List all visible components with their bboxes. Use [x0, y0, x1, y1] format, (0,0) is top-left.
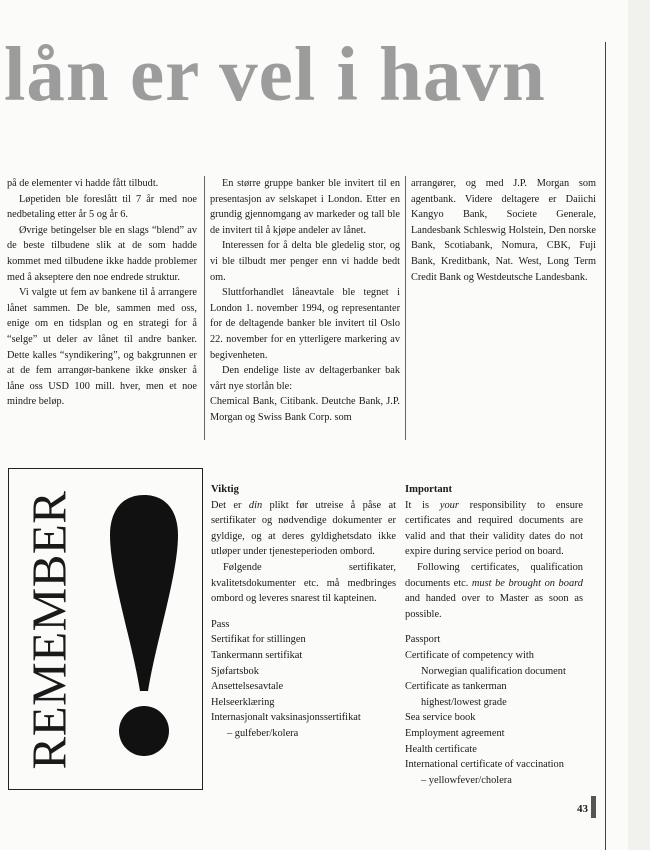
viktig-paragraph: Følgende sertifikater, kvalitetsdokumenter etc. må medbringes ombord og leveres snarest til kapteinen. [211, 561, 396, 605]
important-list [405, 632, 583, 788]
article-column-3 [411, 176, 596, 285]
list-item: Employment agreement [405, 727, 505, 739]
list-item: highest/lowest grade [421, 696, 507, 708]
paragraph: Vi valgte ut fem av bankene til å arrangere lånet sammen. De ble, sammen med oss, enige om en tidsplan og en strategi for å “selge” ut deler av lånet til andre banker. Dette kalles “syndikering”, og bakgrunnen er at de fem arrangør-bankene ikke ønsker å låne oss USD 100 mill. hver, men et noe mindre beløp. [7, 287, 197, 408]
article-column-1 [7, 176, 197, 410]
important-paragraph: Following certificates, qualification documents etc. must be brought on board and handed over to Master as soon as possible. [405, 561, 583, 620]
list-item: Tankermann sertifikat [211, 649, 303, 661]
list-item: Passport [405, 634, 441, 646]
list-item: Health certificate [405, 743, 477, 755]
important-section [405, 482, 583, 788]
column-divider [204, 176, 205, 440]
paragraph: Chemical Bank, Citibank. Deutche Bank, J.P. Morgan og Swiss Bank Corp. som [210, 396, 400, 423]
paragraph: Øvrige betingelser ble en slags “blend” av de beste tilbudene slik at de som hadde kommet med tilbudene ikke hadde problemer med å akseptere den noe endrede struktur. [7, 224, 197, 283]
list-item: Internasjonalt vaksinasjonssertifikat [211, 712, 361, 724]
list-item: International certificate of vaccination [405, 759, 564, 771]
list-item: – gulfeber/kolera [227, 727, 299, 739]
viktig-section [211, 482, 396, 742]
paragraph: Løpetiden ble foreslått til 7 år med noe nedbetaling etter år 5 og år 6. [7, 193, 197, 221]
list-item: Ansettelsesavtale [211, 681, 284, 693]
list-item: – yellowfever/cholera [421, 774, 512, 786]
list-item: Sea service book [405, 712, 476, 724]
viktig-paragraph: Det er din plikt før utreise å påse at sertifikater og nødvendige dokumenter er gyldige, og at deres gyldighetsdato ikke utløper under tjenesteperioden ombord. [211, 499, 396, 558]
important-paragraph: It is your responsibility to ensure certificates and required documents are valid and that their validity dates do not expire during service period on board. [405, 499, 583, 558]
remember-box [8, 468, 203, 790]
page-edge [628, 0, 650, 850]
list-item: Helseerklæring [211, 696, 275, 708]
important-title: Important [405, 484, 453, 495]
exclamation-icon [104, 491, 184, 771]
list-item: Norwegian qualification document [421, 665, 566, 677]
page-number: 43 [577, 803, 588, 815]
paragraph: Interessen for å delta ble gledelig stor, og vi ble tilbudt mer penger enn vi hadde bedt om. [210, 240, 400, 283]
paragraph: arrangører, og med J.P. Morgan som agentbank. Videre deltagere er Daiichi Kangyo Bank, Societe Generale, Landesbank Schleswig Holstein, Den norske Bank, Scotiabank, Nomura, CBK, Fuji Bank, Kreditbank, Nat. West, Long Term Credit Bank og Westdeutsche Landesbank. [411, 178, 596, 283]
remember-label: REMEMBER [21, 490, 77, 770]
headline: lån er vel i havn [4, 31, 546, 117]
paragraph: på de elementer vi hadde fått tilbudt. [7, 178, 159, 189]
paragraph: Den endelige liste av deltagerbanker bak vårt nye storlån ble: [210, 365, 400, 392]
paragraph: Sluttforhandlet låneavtale ble tegnet i London 1. november 1994, og representanter for de deltagende banker ble invitert til Oslo 22. november for en ytterligere markering av begivenheten. [210, 287, 400, 361]
column-divider [405, 176, 406, 440]
list-item: Pass [211, 618, 230, 630]
list-item: Sertifikat for stillingen [211, 634, 306, 646]
list-item: Sjøfartsbok [211, 665, 259, 677]
paragraph: En større gruppe banker ble invitert til en presentasjon av selskapet i London. Etter en grundig gjennomgang av markeder og tall ble de invitert til å kjøpe andeler av lånet. [210, 178, 400, 236]
viktig-title: Viktig [211, 484, 239, 495]
list-item: Certificate of competency with [405, 649, 534, 661]
viktig-list [211, 617, 396, 742]
article-column-2 [210, 176, 400, 426]
list-item: Certificate as tankerman [405, 681, 507, 693]
right-margin-rule [605, 42, 606, 850]
page-marker-bar [591, 796, 596, 818]
